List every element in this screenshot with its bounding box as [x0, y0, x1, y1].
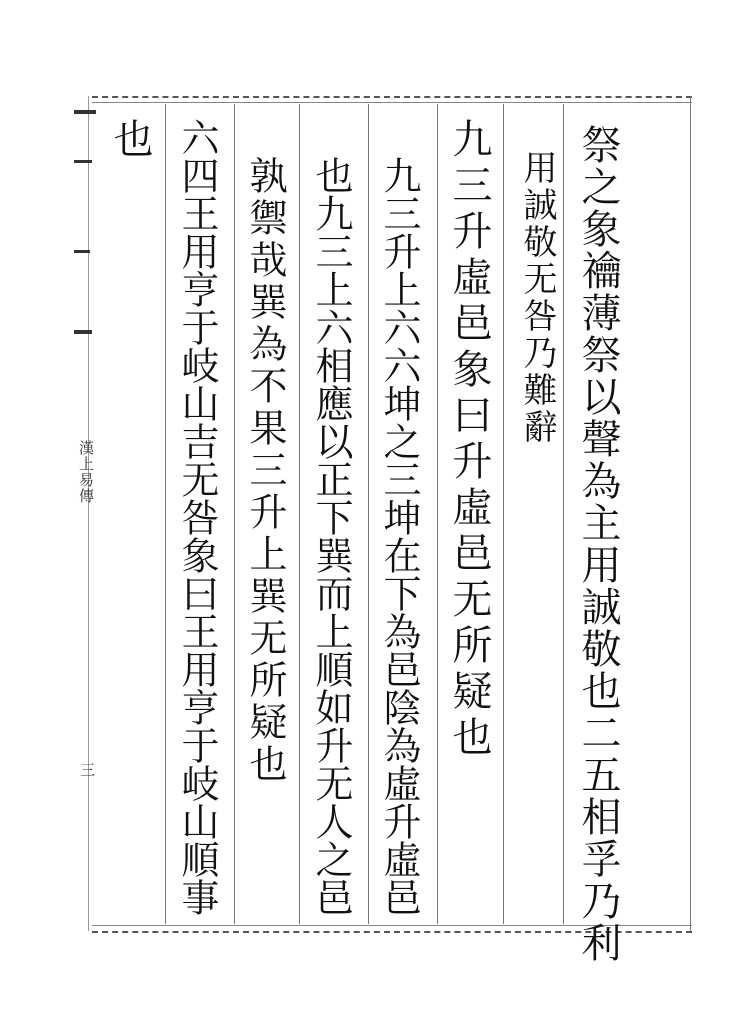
text-column-3: 九三升虛邑象曰升虛邑无所疑也 [446, 118, 492, 762]
gutter-line [88, 96, 89, 931]
column-divider [563, 104, 564, 924]
column-divider [299, 104, 300, 924]
top-border-inner [92, 102, 692, 103]
column-divider [503, 104, 504, 924]
text-column-2: 用誠敬无咎乃難辭 [517, 150, 557, 446]
column-divider [165, 104, 166, 924]
gutter-page-number: 三 [78, 762, 96, 777]
gutter-fish-tail-mark [74, 110, 96, 114]
column-divider [437, 104, 438, 924]
gutter-title: 漢上易傳 [77, 440, 95, 504]
top-border [92, 96, 692, 98]
gutter-fish-tail-mark [74, 160, 92, 163]
text-column-4: 九三升上六六坤之三坤在下為邑陰為虛升虛邑 [377, 156, 421, 916]
text-column-1: 祭之象禴薄祭以聲為主用誠敬也二五相孚乃利 [575, 124, 621, 964]
text-column-5: 也九三上六相應以正下巽而上順如升无人之邑 [309, 156, 353, 916]
text-column-8: 也 [107, 118, 153, 161]
gutter-fish-tail-mark [74, 330, 92, 334]
right-border [690, 96, 691, 931]
column-divider [234, 104, 235, 924]
gutter-fish-tail-mark [74, 250, 90, 253]
text-column-6: 孰禦哉巽為不果三升上巽无所疑也 [243, 156, 287, 786]
column-divider [368, 104, 369, 924]
text-column-7: 六四王用亨于岐山吉无咎象曰王用亨于岐山順事 [175, 118, 219, 916]
